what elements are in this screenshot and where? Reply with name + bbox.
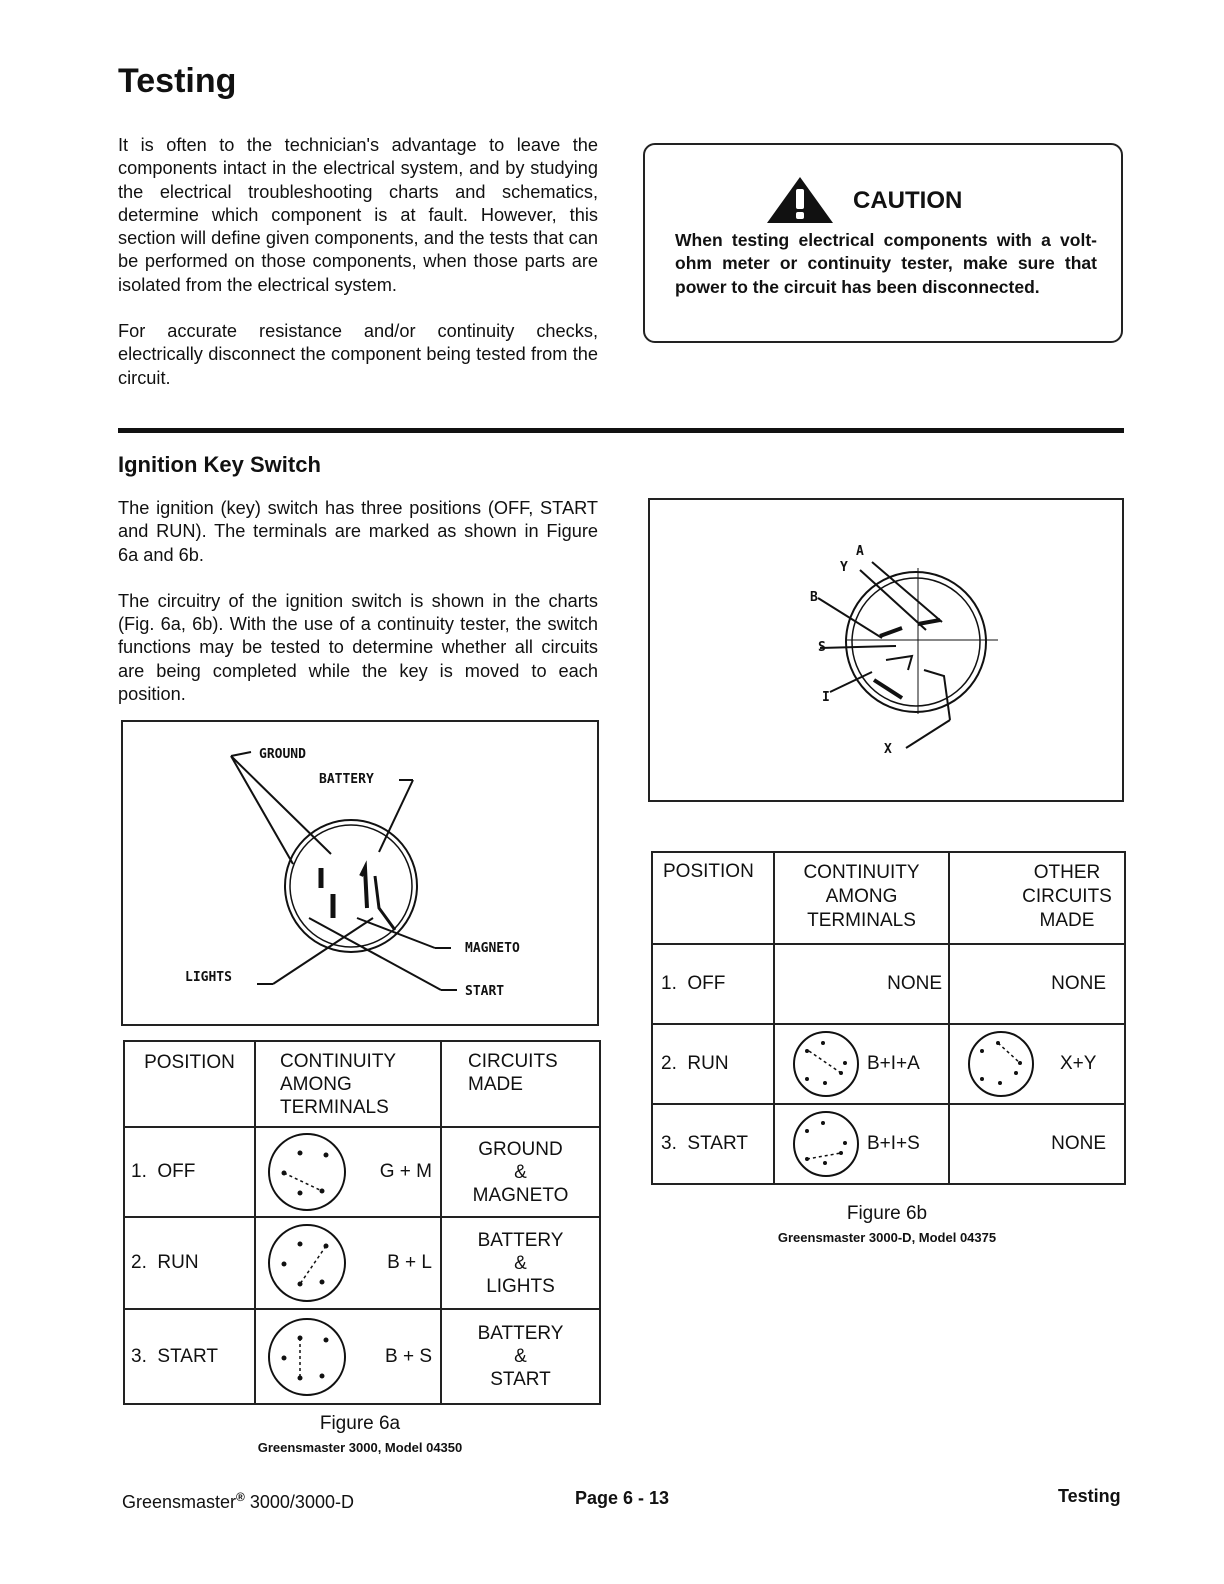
header-circuits: CIRCUITS MADE: [441, 1041, 600, 1127]
label-x: X: [884, 742, 892, 757]
label-s: S: [818, 640, 826, 655]
table-header-row: [124, 1041, 600, 1127]
row-continuity: [255, 1309, 441, 1404]
label-y: Y: [840, 560, 848, 575]
table-row: [124, 1127, 600, 1217]
label-magneto: MAGNETO: [465, 941, 520, 956]
switch-symbol-icon: [789, 1029, 863, 1099]
switch-symbol-icon: [264, 1131, 350, 1213]
continuity-value: G + M: [379, 1161, 432, 1182]
row-position: 1. OFF: [652, 944, 774, 1024]
caution-box: [643, 143, 1123, 343]
header-position: POSITION: [124, 1041, 255, 1127]
section-paragraph-1: The ignition (key) switch has three positions (OFF, START and RUN). The terminals are marked as shown in Figure 6a and 6b.: [118, 498, 598, 565]
label-a: A: [856, 544, 864, 559]
row-continuity: NONE: [774, 944, 949, 1024]
intro-paragraph-1: It is often to the technician's advantage to leave the components intact in the electrical system, and by studying the electrical troubleshooting charts and schematics, determine which component is at fault. However, this section will define given components, and the tests that can be performed on those components, when those parts are isolated from the electrical system.: [118, 135, 598, 295]
row-position: 3. START: [652, 1104, 774, 1184]
section-divider: [118, 428, 1124, 433]
section-paragraph-2: The circuitry of the ignition switch is shown in the charts (Fig. 6a, 6b). With the use of a continuity tester, the switch functions may be tested to determine whether all circuits are being completed while the key is moved to each position.: [118, 590, 598, 705]
table-row: [652, 1104, 1125, 1184]
label-battery: BATTERY: [319, 772, 374, 787]
switch-symbol-icon: [789, 1109, 863, 1179]
section-heading: Ignition Key Switch: [118, 452, 321, 477]
row-circuits: GROUND & MAGNETO: [441, 1127, 600, 1217]
label-ground: GROUND: [259, 747, 306, 762]
row-other-circuits: NONE: [949, 1104, 1125, 1184]
label-lights: LIGHTS: [185, 970, 232, 985]
continuity-value: B + S: [385, 1345, 432, 1367]
fig6a-caption: Figure 6a: [319, 1413, 401, 1434]
footer-page-number: Page 6 - 13: [575, 1488, 670, 1508]
continuity-value: B + L: [387, 1252, 432, 1273]
row-position: 3. START: [124, 1309, 255, 1404]
caution-label: CAUTION: [853, 187, 963, 214]
continuity-value: B+I+A: [867, 1053, 920, 1074]
table-row: [652, 1024, 1125, 1104]
row-other-circuits: [949, 1024, 1125, 1104]
intro-text: [118, 134, 598, 390]
row-continuity: [255, 1127, 441, 1217]
continuity-value: B+I+S: [867, 1133, 920, 1154]
label-b: B: [810, 590, 818, 605]
table-row: [124, 1217, 600, 1309]
label-i: I: [822, 690, 830, 705]
fig6b-caption: Figure 6b: [846, 1203, 928, 1224]
caution-text: When testing electrical components with a volt-ohm meter or continuity tester, make sure that power to the circuit has been disconnected.: [675, 230, 1097, 297]
fig6a-subcaption: Greensmaster 3000, Model 04350: [257, 1440, 463, 1455]
fig6a-diagram: [121, 720, 599, 1026]
header-position: POSITION: [652, 852, 774, 944]
warning-icon: [765, 175, 835, 225]
row-position: 2. RUN: [652, 1024, 774, 1104]
footer-left: Greensmaster® 3000/3000-D: [122, 1490, 354, 1512]
fig6b-table: [651, 851, 1126, 1185]
section-text: [118, 497, 598, 706]
row-position: 1. OFF: [124, 1127, 255, 1217]
fig6b-diagram: [648, 498, 1124, 802]
header-continuity: CONTINUITY AMONG TERMINALS: [774, 852, 949, 944]
header-other-circuits: OTHER CIRCUITS MADE: [949, 852, 1125, 944]
switch-symbol-icon: [264, 1316, 350, 1398]
caution-header: [765, 175, 1015, 225]
row-continuity: [255, 1217, 441, 1309]
row-other-circuits: NONE: [949, 944, 1125, 1024]
switch-symbol-icon: [964, 1029, 1038, 1099]
table-row: [652, 944, 1125, 1024]
table-row: [124, 1309, 600, 1404]
row-position: 2. RUN: [124, 1217, 255, 1309]
label-start: START: [465, 984, 505, 999]
row-continuity: [774, 1104, 949, 1184]
page-title: Testing: [118, 62, 237, 100]
other-circuits-value: X+Y: [1060, 1053, 1097, 1074]
footer-right: Testing: [1058, 1486, 1121, 1506]
fig6b-subcaption: Greensmaster 3000-D, Model 04375: [777, 1230, 997, 1245]
row-circuits: BATTERY & LIGHTS: [441, 1217, 600, 1309]
row-continuity: [774, 1024, 949, 1104]
table-header-row: [652, 852, 1125, 944]
switch-symbol-icon: [264, 1222, 350, 1304]
intro-paragraph-2: For accurate resistance and/or continuity checks, electrically disconnect the component being tested from the circuit.: [118, 321, 598, 388]
fig6a-table: [123, 1040, 601, 1405]
header-continuity: CONTINUITY AMONG TERMINALS: [255, 1041, 441, 1127]
row-circuits: BATTERY & START: [441, 1309, 600, 1404]
